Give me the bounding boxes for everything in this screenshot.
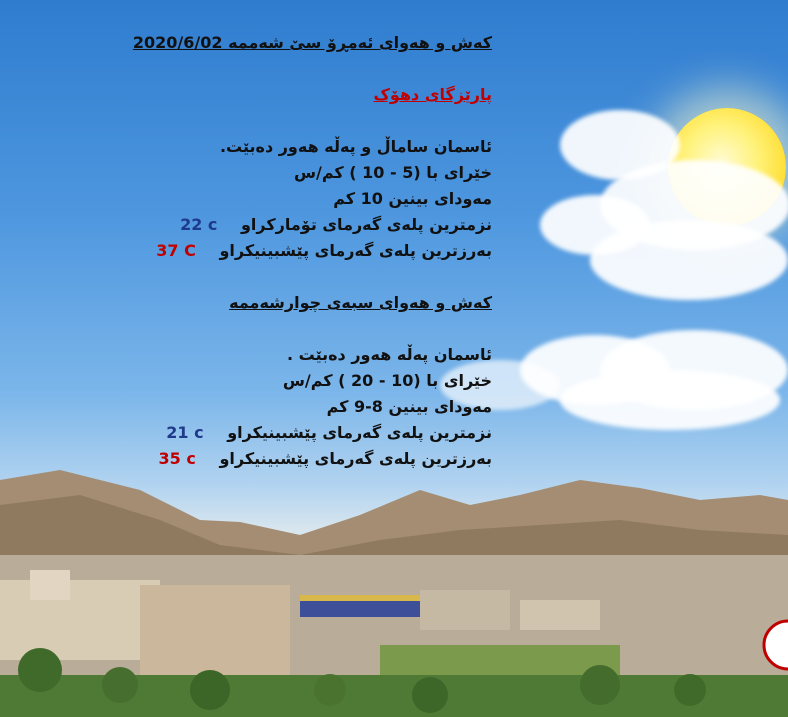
tomorrow-wind: خێرای با (10 - 20 ) کم/س: [282, 371, 492, 390]
today-max-temp-row: [112, 238, 492, 264]
city-block: [520, 600, 600, 630]
tomorrow-max-temp-row: [112, 446, 492, 472]
today-min-label: نزمترین پلەی گەرمای تۆمارکراو: [240, 215, 492, 234]
tree: [412, 677, 448, 713]
tomorrow-min-temp-row: [112, 420, 492, 446]
region-name: پارێزگای دهۆک: [373, 85, 492, 104]
today-title: کەش و هەوای ئەمڕۆ سێ شەممە 2020/6/02: [132, 33, 492, 52]
city-block: [30, 570, 70, 600]
tomorrow-sky: ئاسمان پەڵە هەور دەبێت .: [286, 345, 492, 364]
city-landscape: [0, 460, 788, 717]
city-block: [140, 585, 290, 675]
tomorrow-visibility: مەودای بینین 8-9 کم: [326, 397, 492, 416]
tree: [580, 665, 620, 705]
tree: [102, 667, 138, 703]
tree: [674, 674, 706, 706]
stadium-seats: [300, 595, 420, 601]
tree: [190, 670, 230, 710]
today-sky: ئاسمان ساماڵ و پەڵە هەور دەبێت.: [219, 137, 492, 156]
tomorrow-max-label: بەرزترین پلەی گەرمای پێشبینیکراو: [219, 449, 492, 468]
tomorrow-max-value: 35 c: [158, 449, 196, 468]
today-max-value: 37 C: [156, 241, 196, 260]
cloud: [560, 370, 780, 430]
city-block: [0, 580, 160, 660]
city-block: [420, 590, 510, 630]
today-min-value: 22 c: [180, 215, 218, 234]
tree: [18, 648, 62, 692]
cloud: [540, 195, 650, 255]
today-max-label: بەرزترین پلەی گەرمای پێشبینیکراو: [219, 241, 492, 260]
today-min-temp-row: [112, 212, 492, 238]
tomorrow-title: کەش و هەوای سبەی چوارشەممە: [229, 293, 492, 312]
tomorrow-min-label: نزمترین پلەی گەرمای پێشبینیکراو: [227, 423, 492, 442]
tree: [314, 674, 346, 706]
today-wind: خێرای با (5 - 10 ) کم/س: [293, 163, 492, 182]
weather-report: [112, 30, 492, 472]
tomorrow-min-value: 21 c: [166, 423, 204, 442]
today-visibility: مەودای بینین 10 کم: [333, 189, 492, 208]
